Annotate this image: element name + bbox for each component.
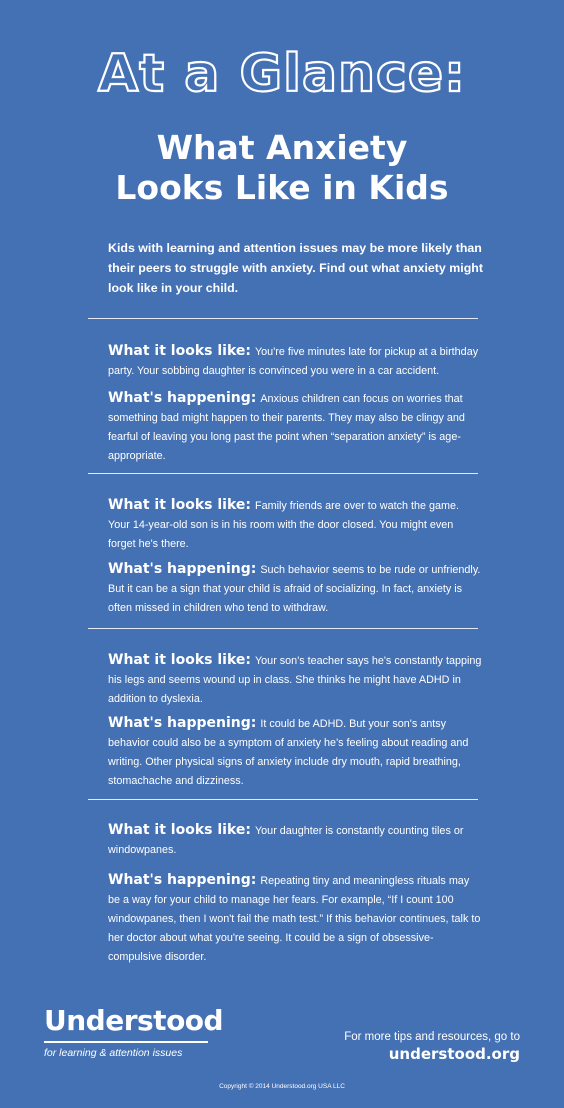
happening-paragraph-3 — [108, 714, 483, 791]
happening-text: Such behavior seems to be rude or unfriendly. But it can be a sign that your child is afraid of socializing. In fact, anxiety is often missed in children who tend to withdraw. — [108, 564, 481, 614]
looks-like-text: Your daughter is constantly counting tiles or windowpanes. — [108, 825, 464, 856]
looks-like-paragraph-3 — [108, 651, 483, 709]
divider — [88, 799, 478, 800]
looks-like-text: Your son's teacher says he's constantly tapping his legs and seems wound up in class. She thinks he might have ADHD in addition to dyslexia. — [108, 655, 482, 705]
site-link[interactable]: understood.org — [388, 1045, 520, 1063]
looks-like-paragraph-1 — [108, 342, 483, 381]
happening-text: Repeating tiny and meaningless rituals may be a way for your child to manage her fears. For example, “If I count 100 windowpanes, then I won't fail the math test.” If this behavior continues, talk to her doctor about what you're seeing. It could be a sign of obsessive-compulsive disorder. — [108, 875, 481, 963]
divider — [88, 318, 478, 319]
happening-label: What's happening: — [108, 390, 257, 406]
page-title: At a Glance: — [98, 44, 466, 104]
happening-paragraph-1 — [108, 389, 483, 466]
logo-tagline: for learning & attention issues — [44, 1047, 183, 1059]
looks-like-label: What it looks like: — [108, 343, 251, 359]
subtitle-line-2: Looks Like in Kids — [115, 168, 449, 207]
looks-like-label: What it looks like: — [108, 822, 251, 838]
looks-like-text: You're five minutes late for pickup at a birthday party. Your sobbing daughter is convinced you were in a car accident. — [108, 346, 479, 377]
looks-like-label: What it looks like: — [108, 497, 251, 513]
happening-paragraph-2 — [108, 560, 483, 618]
happening-text: It could be ADHD. But your son's antsy behavior could also be a symptom of anxiety he's feeling about reading and writing. Other physical signs of anxiety include dry mouth, rapid breathing, stomachache and dizziness. — [108, 718, 469, 787]
happening-label: What's happening: — [108, 561, 257, 577]
divider — [88, 473, 478, 474]
happening-paragraph-4 — [108, 871, 483, 967]
happening-text: Anxious children can focus on worries that something bad might happen to their parents. They may also be clingy and fearful of leaving you long past the point when “separation anxiety” is age-appropriate. — [108, 393, 465, 462]
looks-like-paragraph-4 — [108, 821, 483, 860]
subtitle-line-1: What Anxiety — [156, 128, 408, 167]
logo-underline — [44, 1041, 208, 1043]
looks-like-label: What it looks like: — [108, 652, 251, 668]
tips-text: For more tips and resources, go to — [344, 1031, 520, 1043]
happening-label: What's happening: — [108, 872, 257, 888]
divider — [88, 628, 478, 629]
looks-like-text: Family friends are over to watch the game. Your 14-year-old son is in his room with the door closed. You might even forget he's there. — [108, 500, 459, 550]
understood-logo: Understood — [44, 1004, 224, 1037]
page-subtitle — [0, 128, 564, 208]
intro-text: Kids with learning and attention issues may be more likely than their peers to struggle with anxiety. Find out what anxiety might look like in your child. — [108, 241, 483, 295]
happening-label: What's happening: — [108, 715, 257, 731]
copyright: Copyright © 2014 Understood.org USA LLC — [219, 1083, 345, 1090]
looks-like-paragraph-2 — [108, 496, 483, 554]
